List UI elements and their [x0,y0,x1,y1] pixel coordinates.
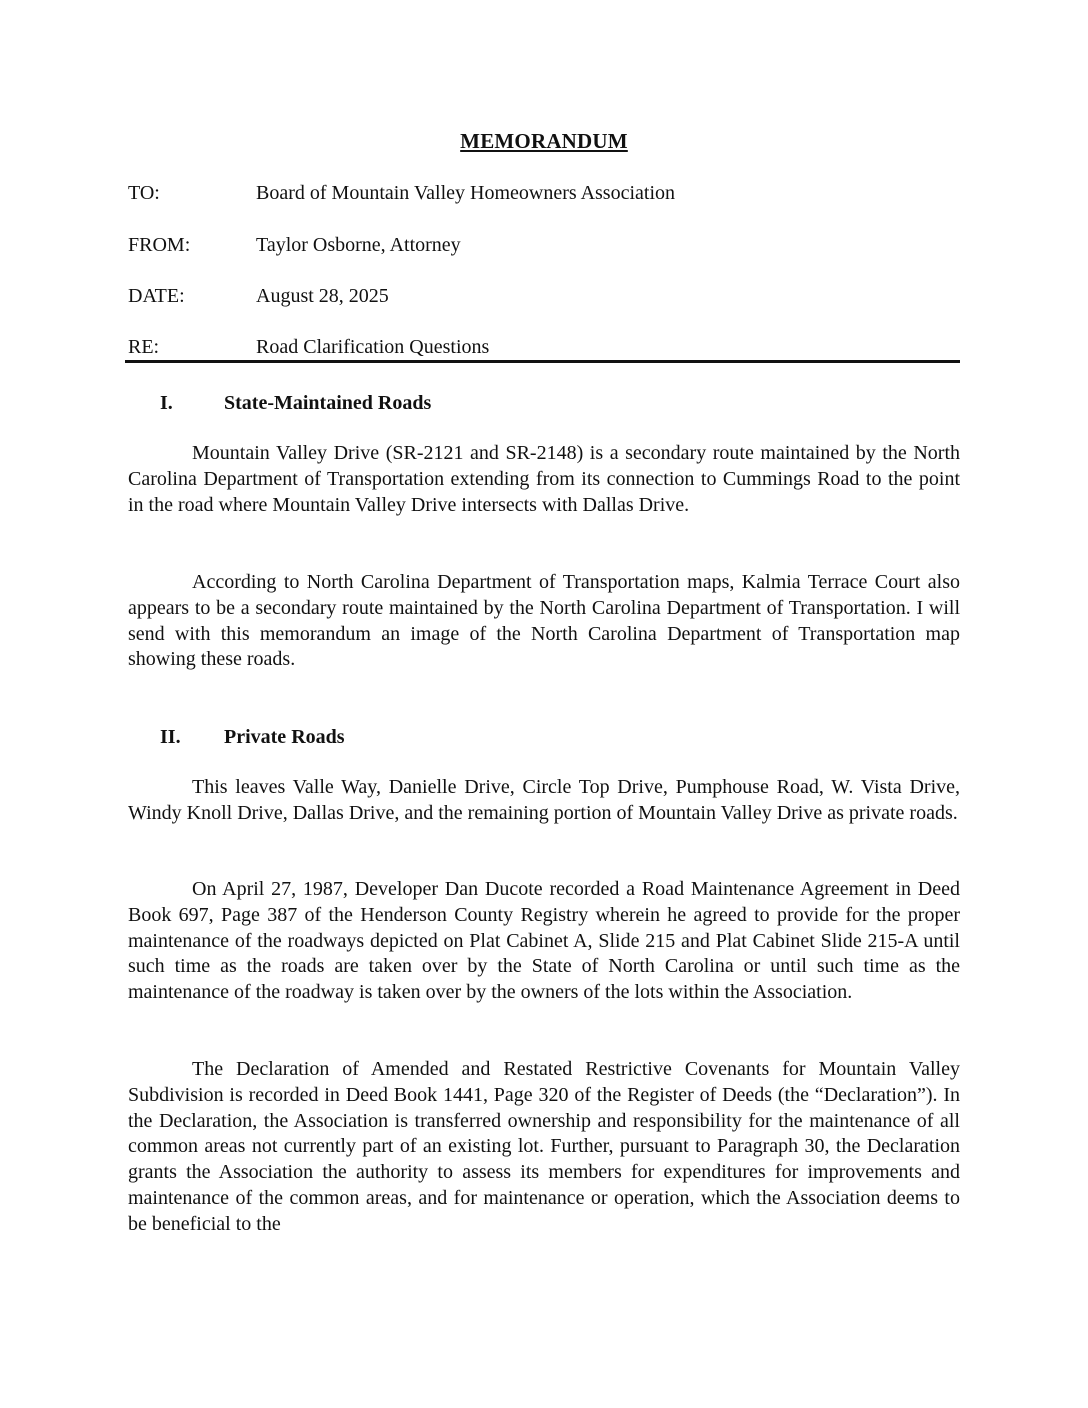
header-from-row [128,232,960,258]
header-date-row [128,283,960,309]
header-re-row [128,334,960,360]
header-re-label: RE: [128,336,160,358]
paragraph: On April 27, 1987, Developer Dan Ducote recorded a Road Maintenance Agreement in Deed Book 697, Page 387 of the Henderson County Registry wherein he agreed to provide for the proper maintenance of the roadways depicted on Plat Cabinet A, Slide 215 and Plat Cabinet Slide 215-A until such time as the roads are taken over by the State of North Carolina or until such time as the maintenance of the roadway is taken over by the owners of the lots within the Association. [128,878,960,1004]
header-to-row [128,180,960,206]
header-from-value: Taylor Osborne, Attorney [256,234,461,256]
paragraph: The Declaration of Amended and Restated Restrictive Covenants for Mountain Valley Subdivision is recorded in Deed Book 1441, Page 320 of the Register of Deeds (the “Declaration”). In the Declaration, the Association is transferred ownership and responsibility for the maintenance of all common areas not currently part of an existing lot. Further, pursuant to Paragraph 30, the Declaration grants the Association the authority to assess its members for expenditures for improvements and maintenance of the common areas, and for maintenance or operation, which the Association deems to be beneficial to the [128,1058,960,1235]
section-title: Private Roads [224,726,345,748]
section-title: State-Maintained Roads [224,392,432,414]
paragraph: This leaves Valle Way, Danielle Drive, Circle Top Drive, Pumphouse Road, W. Vista Drive, Windy Knoll Drive, Dallas Drive, and the remaining portion of Mountain Valley Drive as private roads. [128,776,960,824]
header-re-value: Road Clarification Questions [256,336,490,358]
memo-title: MEMORANDUM [460,129,628,153]
paragraph: Mountain Valley Drive (SR-2121 and SR-2148) is a secondary route maintained by the North Carolina Department of Transportation extending from its connection to Cummings Road to the point in the road where Mountain Valley Drive intersects with Dallas Drive. [128,442,960,516]
header-to-value: Board of Mountain Valley Homeowners Association [256,182,676,204]
paragraph: According to North Carolina Department of Transportation maps, Kalmia Terrace Court also appears to be a secondary route maintained by the North Carolina Department of Transportation. I will send with this memorandum an image of the North Carolina Department of Transportation map showing these roads. [128,571,960,671]
header-to-label: TO: [128,182,160,204]
section-heading-private-roads [128,724,960,750]
section-number: I. [160,392,173,414]
header-divider [125,360,960,363]
section-heading-state-maintained [128,390,960,416]
header-from-label: FROM: [128,234,191,256]
section-number: II. [160,726,181,748]
header-date-value: August 28, 2025 [256,285,389,307]
header-date-label: DATE: [128,285,185,307]
